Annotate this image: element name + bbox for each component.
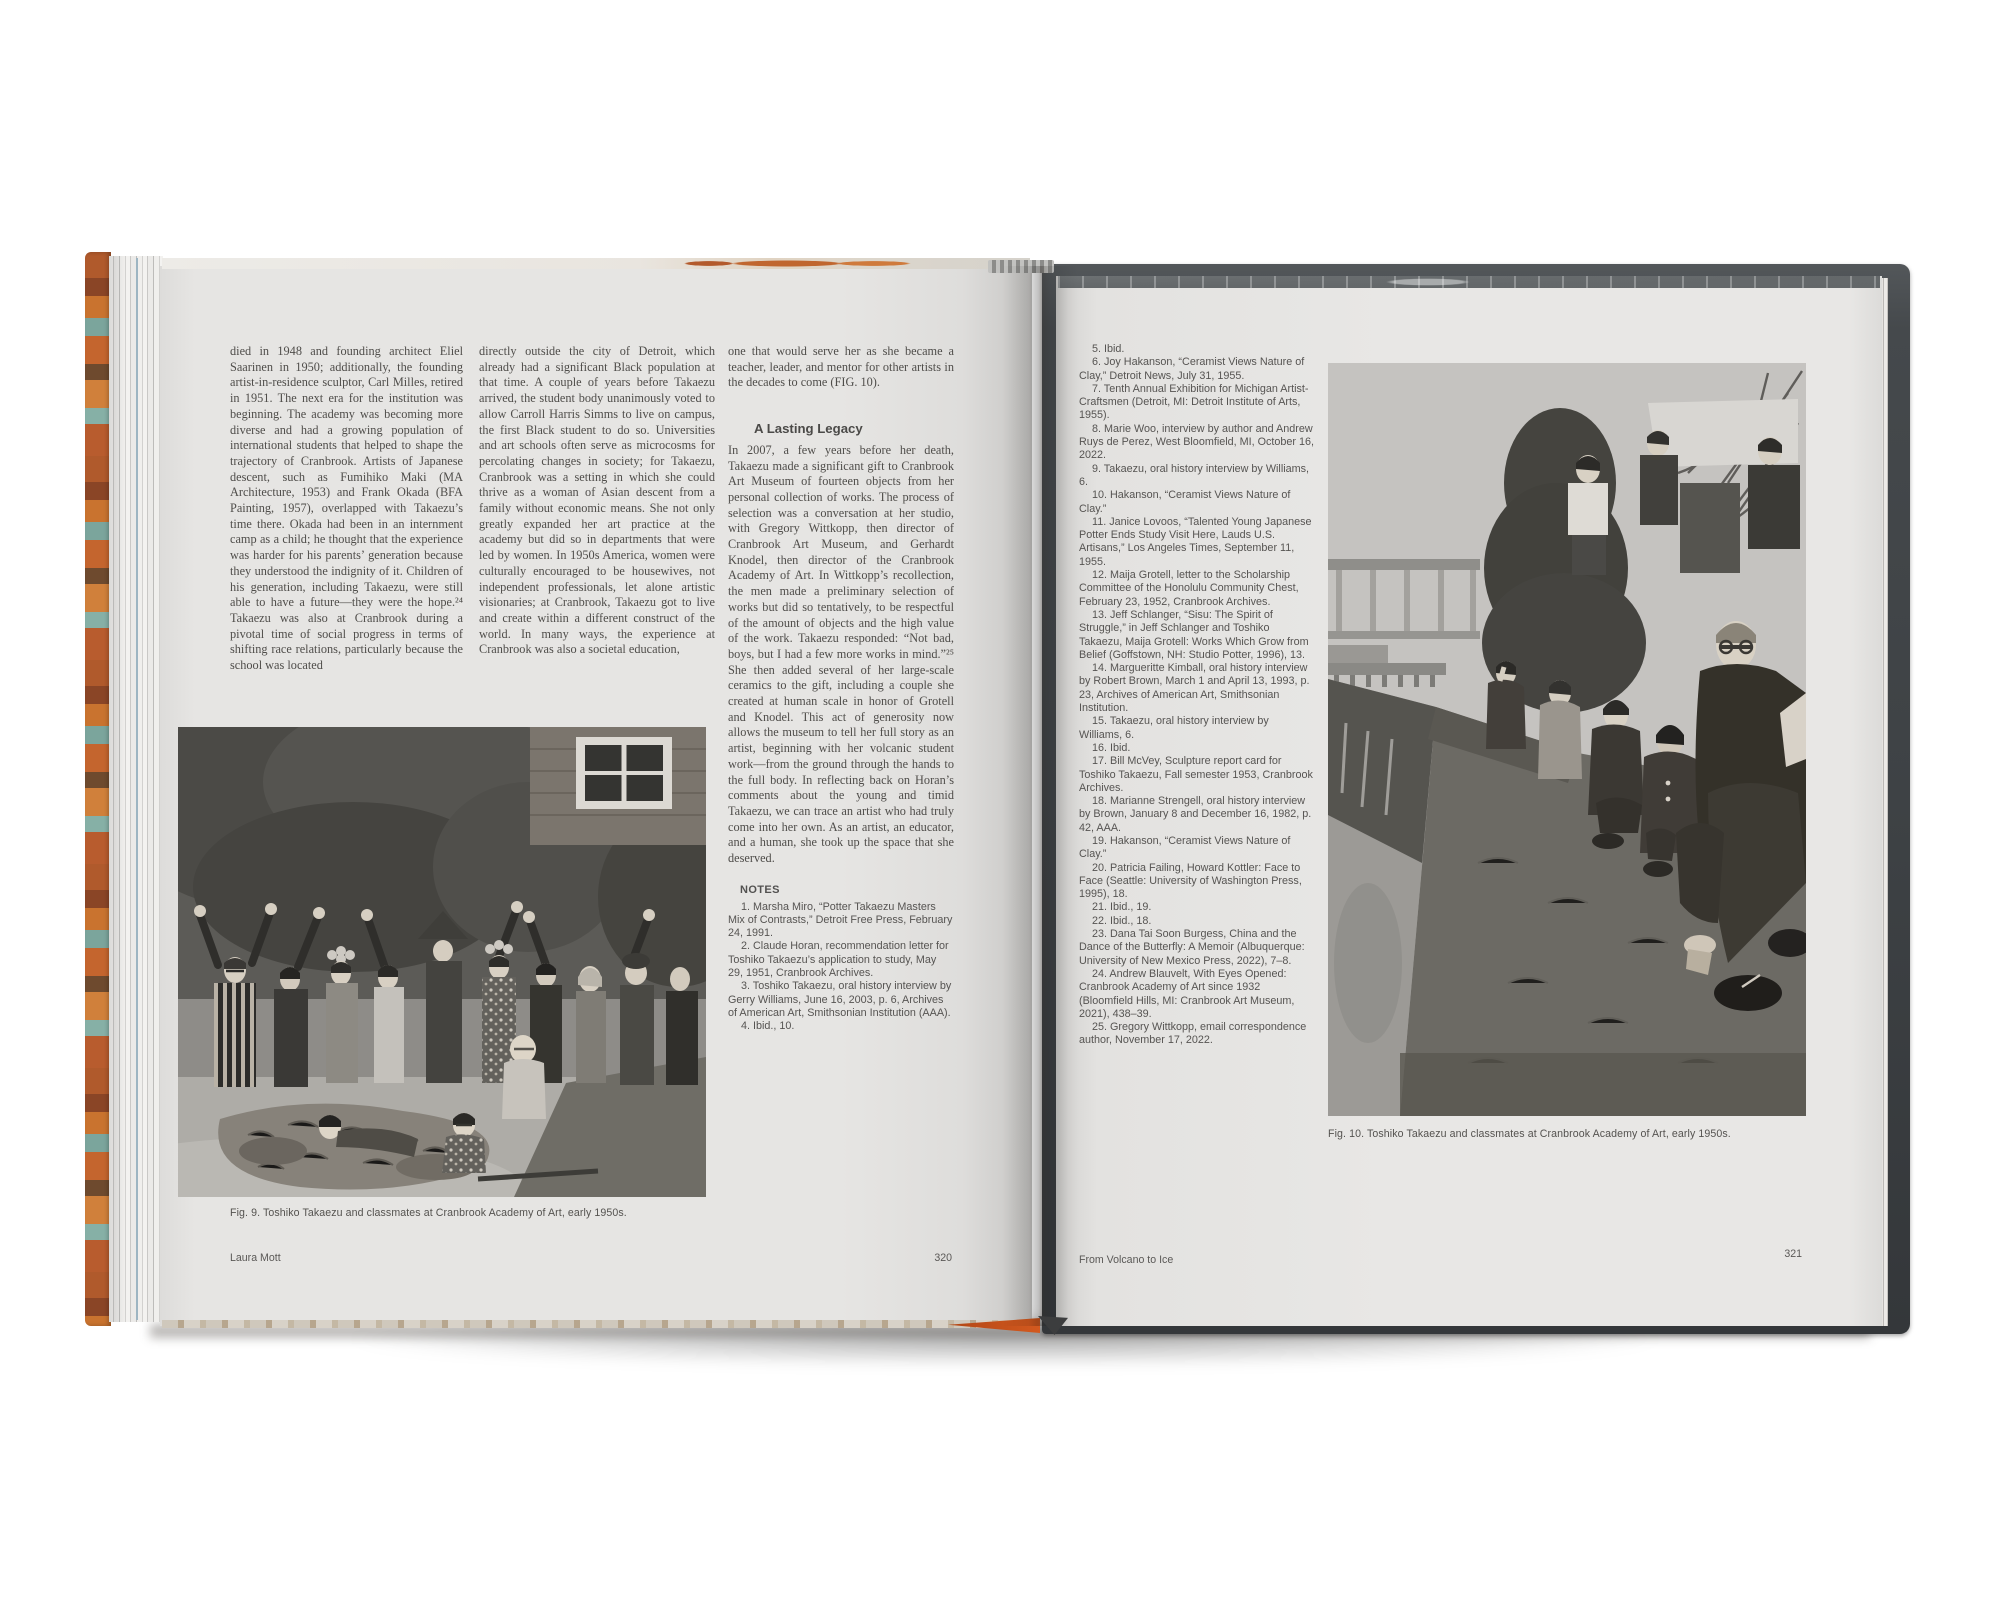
page-number-left: 320 <box>934 1252 952 1264</box>
note-item: 6. Joy Hakanson, “Ceramist Views Nature of Clay,” Detroit News, July 31, 1955. <box>1079 356 1305 382</box>
note-item: 9. Takaezu, oral history interview by Williams, 6. <box>1079 462 1310 488</box>
figure-10-caption: Fig. 10. Toshiko Takaezu and classmates at Cranbrook Academy of Art, early 1950s. <box>1328 1128 1731 1140</box>
note-item: 7. Tenth Annual Exhibition for Michigan Artist-Craftsmen (Detroit, MI: Detroit Institute of Arts, 1955). <box>1079 382 1309 422</box>
note-item: 21. Ibid., 19. <box>1092 901 1152 914</box>
note-item: 4. Ibid., 10. <box>741 1020 795 1033</box>
page-number-right: 321 <box>1784 1248 1802 1260</box>
note-item: 3. Toshiko Takaezu, oral history interview by Gerry Williams, June 16, 2003, p. 6, Archives of American Art, Smithsonian Institution (AAA). <box>728 980 952 1019</box>
note-item: 20. Patricia Failing, Howard Kottler: Face to Face (Seattle: University of Washington Press, 1995), 18. <box>1079 861 1302 901</box>
right-page-top-edge <box>1058 276 1880 288</box>
figure-9-caption: Fig. 9. Toshiko Takaezu and classmates at Cranbrook Academy of Art, early 1950s. <box>230 1207 627 1219</box>
body-paragraph: one that would serve her as she became a teacher, leader, and mentor for other artists in the decades to come (FIG. 10). <box>728 344 954 390</box>
note-item: 17. Bill McVey, Sculpture report card for Toshiko Takaezu, Fall semester 1953, Cranbrook Archives. <box>1079 755 1313 794</box>
body-paragraph: died in 1948 and founding architect Eliel Saarinen in 1950; additionally, the founding artist-in-residence sculptor, Carl Milles, retired in 1951. The next era for the institution was beginning. The academy was becoming more diverse and had a growing population of international students that helped to shape the trajectory of Cranbrook. Artists of Japanese descent, such as Fumihiko Maki (MA Architecture, 1953) and Frank Okada (BFA Painting, 1957), overlapped with Takaezu’s time there. Okada had been in an internment camp as a child; he thought that the experience was harder for his parents’ generation because they understood the indignity of it. Children of his generation, including Takaezu, were still able to have a future—they were the hope.²⁴ Takaezu was also at Cranbrook during a pivotal time of social progress in terms of shifting race relations, particularly because the school was located <box>230 344 463 673</box>
body-column-1 <box>230 344 463 674</box>
blue-page-edge <box>136 258 138 1320</box>
note-item: 25. Gregory Wittkopp, email correspondence author, November 17, 2022. <box>1079 1021 1307 1047</box>
note-item: 10. Hakanson, “Ceramist Views Nature of Clay.” <box>1079 489 1291 515</box>
figure-10-photo <box>1328 363 1806 1116</box>
notes-heading: NOTES <box>740 883 780 896</box>
figure-10-illustration <box>1328 363 1806 1116</box>
notes-column-right <box>1079 343 1315 1048</box>
note-item: 1. Marsha Miro, “Potter Takaezu Masters Mix of Contrasts,” Detroit Free Press, February 24, 1991. <box>728 900 953 940</box>
body-paragraph: In 2007, a few years before her death, Takaezu made a significant gift to Cranbrook Art Museum of fourteen objects from her personal collection of works. The process of selection was a conversation at her studio, with Gregory Wittkopp, then director of Cranbrook Art Museum, and Gerhardt Knodel, then director of the Cranbrook Academy of Art. In Wittkopp’s recollection, the men made a preliminary selection of works but did so tentatively, to be respectful of the amount of objects and the high value of the work. Takaezu responded: “Not bad, boys, but I had a few more works in mind.”²⁵ She then added several of her large-scale ceramics to the gift, including a couple she created at human scale in honor of Grotell and Knodel. This act of generosity now allows the museum to tell her full story as an artist, beginning with her volcanic student work—from the ground through the hands to the full body. In reflecting back on Horan’s comments about the young and timid Takaezu, we can trace an artist who had truly come into her own. As an artist, an educator, and a human, she took up the space that she deserved. <box>728 442 954 866</box>
note-item: 5. Ibid. <box>1092 343 1125 355</box>
note-item: 24. Andrew Blauvelt, With Eyes Opened: Cranbrook Academy of Art since 1932 (Bloomfield Hills, MI: Cranbrook Art Museum, 2021), 438–39. <box>1079 967 1295 1020</box>
note-item: 12. Maija Grotell, letter to the Scholarship Committee of the Honolulu Community Chest, February 23, 1952, Cranbrook Archives. <box>1079 569 1299 608</box>
note-item: 15. Takaezu, oral history interview by Williams, 6. <box>1079 715 1269 741</box>
figure-9-illustration <box>178 727 706 1197</box>
note-item: 23. Dana Tai Soon Burgess, China and the Dance of the Butterfly: A Memoir (Albuquerque: University of New Mexico Press, 2022), 7–8. <box>1079 928 1305 967</box>
note-item: 2. Claude Horan, recommendation letter for Toshiko Takaezu’s application to study, May 29, 1951, Cranbrook Archives. <box>728 940 949 979</box>
spine-headband <box>988 260 1054 273</box>
section-heading: A Lasting Legacy <box>754 421 863 437</box>
note-item: 8. Marie Woo, interview by author and Andrew Ruys de Perez, West Bloomfield, MI, October 16, 2022. <box>1079 422 1315 462</box>
figure-9-photo <box>178 727 706 1197</box>
note-item: 22. Ibid., 18. <box>1092 914 1152 927</box>
note-item: 11. Janice Lovoos, “Talented Young Japanese Potter Ends Study Visit Here, Lauds U.S. Artisans,” Los Angeles Times, September 11, 1955. <box>1079 515 1312 568</box>
note-item: 19. Hakanson, “Ceramist Views Nature of Clay.” <box>1079 834 1291 861</box>
left-page-top-edge <box>162 258 1030 269</box>
running-footer-left: Laura Mott <box>230 1252 281 1264</box>
note-item: 13. Jeff Schlanger, “Sisu: The Spirit of Struggle,” in Jeff Schlanger and Toshiko Takaezu, Maija Grotell: Works Which Grow from Belief (Goffstown, NH: Studio Potter, 1996), 13. <box>1079 608 1309 661</box>
body-paragraph: directly outside the city of Detroit, which already had a significant Black population at that time. A couple of years before Takaezu arrived, the student body unanimously voted to allow Carroll Harris Simms to live on campus, the first Black student to do so. Universities and art schools often serve as microcosms for percolating changes in society; for Takaezu, Cranbrook was a setting in which she could thrive as a woman of Asian descent from a family without economic means. She not only greatly expanded her art practice at the academy but did so in departments that were led by women. In 1950s America, women were culturally encouraged to be housewives, not independent professionals, let alone artistic visionaries; at Cranbrook, Takaezu got to live and create within a different construct of the world. In many ways, the experience at Cranbrook was also a societal education, <box>479 344 715 657</box>
note-item: 18. Marianne Strengell, oral history interview by Brown, January 8 and December 16, 1982, p. 42, AAA. <box>1079 795 1312 834</box>
running-footer-right: From Volcano to Ice <box>1079 1254 1174 1266</box>
note-item: 16. Ibid. <box>1092 741 1131 754</box>
body-column-2 <box>479 344 715 658</box>
left-page-bottom-edge <box>162 1320 1030 1328</box>
left-cover-fore-edge <box>85 252 111 1326</box>
note-item: 14. Margueritte Kimball, oral history interview by Robert Brown, March 1 and April 13, 1993, p. 23, Archives of American Art, Smithsonian Institution. <box>1079 662 1310 715</box>
body-column-3 <box>728 344 954 1033</box>
